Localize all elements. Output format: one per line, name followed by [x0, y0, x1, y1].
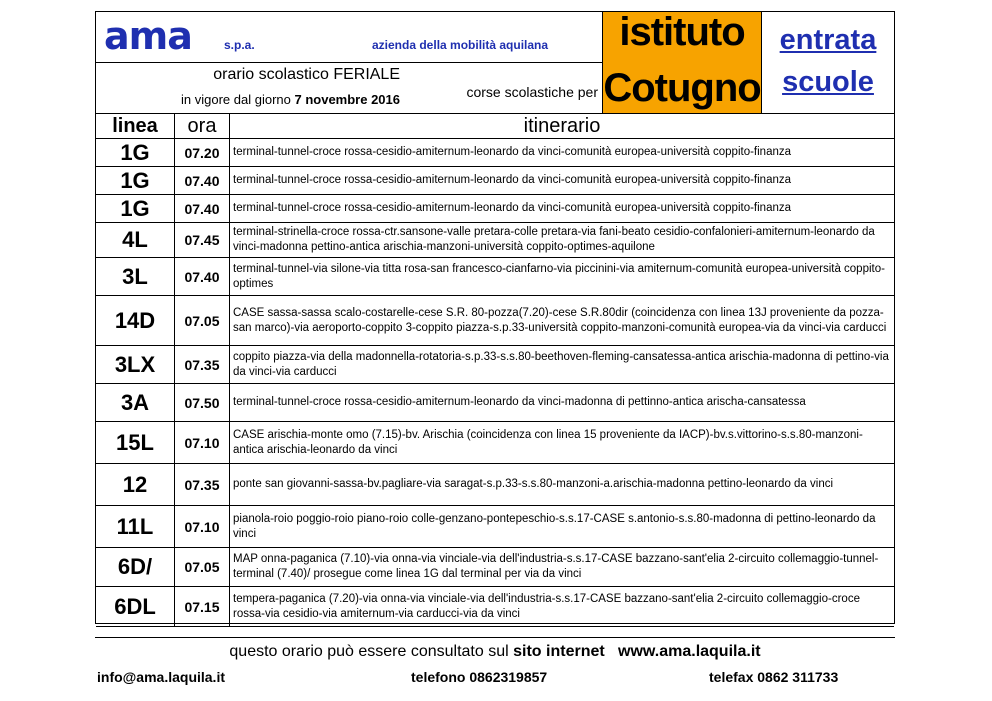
schedule-title: orario scolastico FERIALE — [213, 66, 400, 83]
institute-box — [602, 12, 762, 113]
table-row — [96, 384, 894, 422]
ama-logo: ama — [104, 14, 192, 58]
timetable-sheet — [95, 11, 895, 624]
route-itinerary: terminal-tunnel-croce rossa-cesidio-amiternum-leonardo da vinci-comunità europea-università coppito-finanza — [230, 167, 895, 195]
line-number: 6DL — [96, 587, 175, 627]
departure-time: 07.35 — [175, 464, 230, 506]
table-row — [96, 346, 894, 384]
table-row — [96, 167, 894, 195]
table-row — [96, 258, 894, 296]
line-number: 3L — [96, 258, 175, 296]
line-number: 1G — [96, 195, 175, 223]
route-itinerary: ponte san giovanni-sassa-bv.pagliare-via saragat-s.p.33-s.s.80-manzoni-a.arischia-madonna pettino-leonardo da vinci — [230, 464, 895, 506]
table-row — [96, 195, 894, 223]
header — [96, 12, 894, 113]
table-row — [96, 548, 894, 587]
phone-number: telefono 0862319857 — [411, 669, 548, 685]
email-link[interactable]: info@ama.laquila.it — [97, 669, 226, 685]
route-itinerary: MAP onna-paganica (7.10)-via onna-via vinciale-via dell'industria-s.s.17-CASE bazzano-sant'elia 2-circuito collemaggio-tunnel-terminal (7.40)/ prosegue come linea 1G dal terminal per via da vinci — [230, 548, 895, 587]
departure-time: 07.40 — [175, 258, 230, 296]
col-itinerario: itinerario — [230, 114, 895, 139]
departure-time: 07.05 — [175, 296, 230, 346]
schools-label: scuole — [782, 66, 874, 98]
line-number: 3LX — [96, 346, 175, 384]
table-row — [96, 464, 894, 506]
route-itinerary: CASE arischia-monte omo (7.15)-bv. Arischia (coincidenza con linea 15 proveniente da IACP)-bv.s.vittorino-s.s.80-manzoni-antica arischia-leonardo da vinci — [230, 422, 895, 464]
timetable — [96, 113, 894, 627]
table-row — [96, 506, 894, 548]
table-row — [96, 223, 894, 258]
company-suffix: s.p.a. — [224, 38, 255, 52]
route-itinerary: terminal-tunnel-croce rossa-cesidio-amiternum-leonardo da vinci-madonna di pettinno-antica arischa-cansatessa — [230, 384, 895, 422]
departure-time: 07.20 — [175, 139, 230, 167]
route-itinerary: tempera-paganica (7.20)-via onna-via vinciale-via dell'industria-s.s.17-CASE bazzano-sant'elia 2-circuito collemaggio-croce rossa-via cesidio-via amiternum-via carducci-via da vinci — [230, 587, 895, 627]
departure-time: 07.45 — [175, 223, 230, 258]
school-runs-label: corse scolastiche per — [466, 84, 598, 100]
valid-from: in vigore dal giorno 7 novembre 2016 — [181, 92, 400, 107]
line-number: 15L — [96, 422, 175, 464]
route-itinerary: pianola-roio poggio-roio piano-roio colle-genzano-pontepeschio-s.s.17-CASE s.antonio-s.s.80-madonna di pettino-leonardo da vinci — [230, 506, 895, 548]
institute-name: Cotugno — [603, 66, 761, 110]
departure-time: 07.15 — [175, 587, 230, 627]
line-number: 6D/ — [96, 548, 175, 587]
col-ora: ora — [175, 114, 230, 139]
entry-label: entrata — [779, 24, 877, 56]
route-itinerary: terminal-tunnel-croce rossa-cesidio-amiternum-leonardo da vinci-comunità europea-università coppito-finanza — [230, 139, 895, 167]
route-itinerary: terminal-tunnel-croce rossa-cesidio-amiternum-leonardo da vinci-comunità europea-università coppito-finanza — [230, 195, 895, 223]
fax-number: telefax 0862 311733 — [709, 669, 839, 685]
valid-date: 7 novembre 2016 — [294, 92, 400, 107]
company-name: azienda della mobilità aquilana — [372, 38, 549, 52]
header-divider — [96, 62, 602, 63]
consult-line: questo orario può essere consultato sul sito internet www.ama.laquila.it — [229, 643, 761, 660]
table-row — [96, 422, 894, 464]
departure-time: 07.35 — [175, 346, 230, 384]
site-label: sito internet — [513, 643, 605, 660]
departure-time: 07.50 — [175, 384, 230, 422]
line-number: 12 — [96, 464, 175, 506]
departure-time: 07.40 — [175, 195, 230, 223]
line-number: 4L — [96, 223, 175, 258]
table-row — [96, 296, 894, 346]
departure-time: 07.10 — [175, 506, 230, 548]
institute-label: istituto — [619, 10, 745, 54]
route-itinerary: terminal-strinella-croce rossa-ctr.sansone-valle pretara-colle pretara-via fani-beato cesidio-confalonieri-amiternum-leonardo da vinci-madonna pettino-antica arischia-manzoni-università coppito-optimes-aquilone — [230, 223, 895, 258]
line-number: 1G — [96, 139, 175, 167]
route-itinerary: terminal-tunnel-via silone-via titta rosa-san francesco-cianfarno-via piccinini-via amiternum-comunità europea-università coppito-optimes — [230, 258, 895, 296]
departure-time: 07.05 — [175, 548, 230, 587]
line-number: 3A — [96, 384, 175, 422]
table-row — [96, 587, 894, 627]
line-number: 11L — [96, 506, 175, 548]
table-row — [96, 139, 894, 167]
col-linea: linea — [96, 114, 175, 139]
departure-time: 07.10 — [175, 422, 230, 464]
column-headers — [96, 114, 894, 139]
footer — [95, 637, 895, 689]
line-number: 1G — [96, 167, 175, 195]
route-itinerary: CASE sassa-sassa scalo-costarelle-cese S.R. 80-pozza(7.20)-cese S.R.80dir (coincidenza con linea 13J proveniente da pozza-san marco)-via aeroporto-coppito 3-coppito piazza-s.p.33-università coppito-manzoni-comunità europea-via da vinci-via carducci — [230, 296, 895, 346]
website-link[interactable]: www.ama.laquila.it — [618, 643, 761, 660]
departure-time: 07.40 — [175, 167, 230, 195]
route-itinerary: coppito piazza-via della madonnella-rotatoria-s.p.33-s.s.80-beethoven-fleming-cansatessa-antica arischia-madonna di pettino-via da vinci-via carducci — [230, 346, 895, 384]
line-number: 14D — [96, 296, 175, 346]
